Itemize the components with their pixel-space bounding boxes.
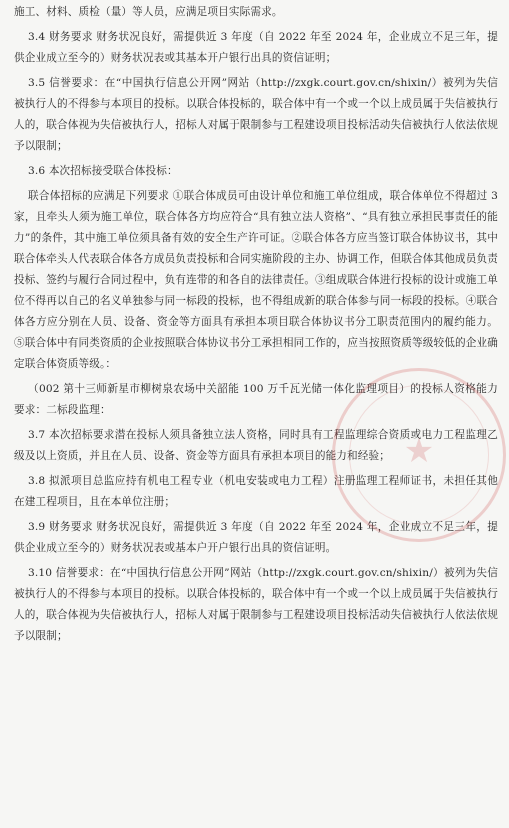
paragraph-3-5-credit: 3.5 信誉要求：在“中国执行信息公开网”网站（http://zxgk.court.gov.cn/shixin/）被列为失信被执行人的不得参与本项目的投标。以联合体投标的，联合体中有一个或一个以上成员属于失信被执行人的，联合体视为失信被执行人，招标人对属于限制参与工程建设项目投标活动失信被执行人依法依规予以限制；	[14, 77, 498, 152]
paragraph-staff-requirement: 施工、材料、质检（量）等人员，应满足项目实际需求。	[14, 6, 283, 18]
paragraph-3-6-consortium-rules: 联合体招标的应满足下列要求 ①联合体成员可由设计单位和施工单位组成，联合体单位不得超过 3 家，且牵头人须为施工单位，联合体各方均应符合“具有独立法人资格”、“具有独立承担民事责任的能力”的条件，其中施工单位须具备有效的安全生产许可证。②联合体各方应当签订联合体协议书，其中联合体牵头人代表联合体各方成员负责投标和合同实施阶段的主办、协调工作，但联合体其他成员负责投标、签约与履行合同过程中，负有连带的和各自的法律责任。③组成联合体进行投标的设计或施工单位不得再以自己的名义单独参与同一标段的投标，也不得组成新的联合体参与同一标段的投标。④联合体各方应分别在人员、设备、资金等方面具有承担本项目联合体协议书分工职责范围内的履约能力。 ⑤联合体中有同类资质的企业按照联合体协议书分工承担相同工作的，应当按照资质等级较低的企业确定联合体资质等级。：	[14, 190, 498, 370]
paragraph-3-4-finance: 3.4 财务要求 财务状况良好，需提供近 3 年度（自 2022 年至 2024 年，企业成立不足三年，提供企业成立至今的）财务状况表或其基本开户银行出具的资信证明；	[14, 31, 498, 64]
heading-3-6-consortium: 3.6 本次招标接受联合体投标：	[28, 165, 178, 177]
paragraph-3-7-qualification: 3.7 本次招标要求潜在投标人须具备独立法人资格，同时具有工程监理综合资质或电力工程监理乙级及以上资质，并且在人员、设备、资金等方面具有承担本项目的能力和经验；	[14, 429, 498, 462]
paragraph-002-section-title: （002 第十三师新星市柳树泉农场中关韶能 100 万千瓦光储一体化监理项目）的投标人资格能力要求：二标段监理：	[14, 383, 498, 416]
seal-star-icon: ★	[403, 431, 435, 471]
paragraph-3-9-finance: 3.9 财务要求 财务状况良好，需提供近 3 年度（自 2022 年至 2024 年，企业成立不足三年，提供企业成立至今的）财务状况表或基本户开户银行出具的资信证明。	[14, 521, 498, 554]
document-body	[14, 2, 498, 651]
paragraph-3-10-credit: 3.10 信誉要求：在“中国执行信息公开网”网站（http://zxgk.court.gov.cn/shixin/）被列为失信被执行人的不得参与本项目的投标。以联合体投标的，联合体中有一个或一个以上成员属于失信被执行人的，联合体视为失信被执行人，招标人对属于限制参与工程建设项目投标活动失信被执行人依法依规予以限制；	[14, 567, 498, 642]
paragraph-3-8-chief-supervisor: 3.8 拟派项目总监应持有机电工程专业（机电安装或电力工程）注册监理工程师证书，未担任其他在建工程项目，且在本单位注册；	[14, 475, 498, 508]
